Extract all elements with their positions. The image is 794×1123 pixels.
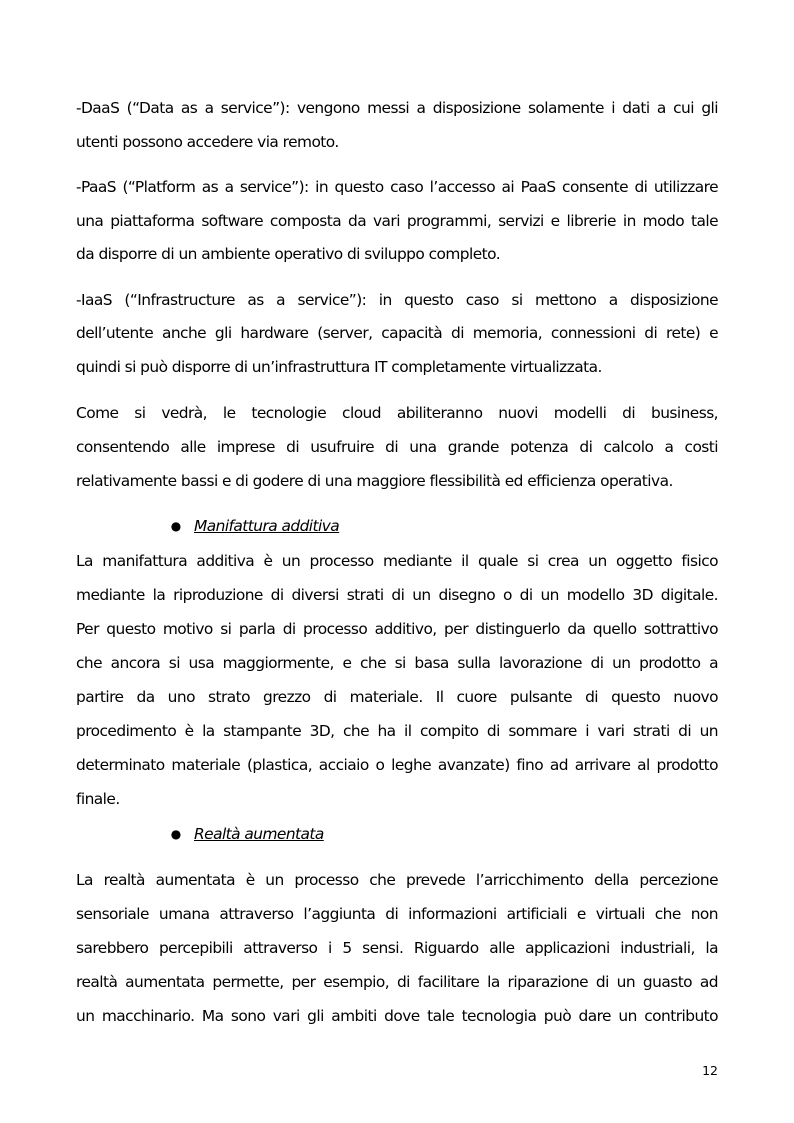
daas-line-2: utenti possono accedere via remoto. bbox=[76, 133, 339, 151]
manifattura-line-6: procedimento è la stampante 3D, che ha il compito di sommare i vari strati di un bbox=[76, 722, 718, 740]
paas-line-2: una piattaforma software composta da vari programmi, servizi e librerie in modo tale bbox=[76, 212, 718, 230]
manifattura-line-5: partire da uno strato grezzo di materiale. Il cuore pulsante di questo nuovo bbox=[76, 688, 718, 706]
realta-line-4: realtà aumentata permette, per esempio, di facilitare la riparazione di un guasto ad bbox=[76, 973, 718, 991]
realta-line-2: sensoriale umana attraverso l’aggiunta di informazioni artificiali e virtuali che non bbox=[76, 905, 718, 923]
manifattura-line-2: mediante la riproduzione di diversi strati di un disegno o di un modello 3D digitale. bbox=[76, 586, 718, 604]
daas-line-1: -DaaS (“Data as a service”): vengono messi a disposizione solamente i dati a cui gli bbox=[76, 99, 718, 117]
iaas-line-1: -IaaS (“Infrastructure as a service”): in questo caso si mettono a disposizione bbox=[76, 291, 718, 309]
iaas-line-3: quindi si può disporre di un’infrastruttura IT completamente virtualizzata. bbox=[76, 358, 602, 376]
paas-line-3: da disporre di un ambiente operativo di sviluppo completo. bbox=[76, 245, 501, 263]
manifattura-line-3: Per questo motivo si parla di processo additivo, per distinguerlo da quello sottrattivo bbox=[76, 620, 718, 638]
cloud-line-1: Come si vedrà, le tecnologie cloud abiliteranno nuovi modelli di business, bbox=[76, 404, 718, 422]
bullet-icon: ● bbox=[170, 519, 182, 533]
realta-line-1: La realtà aumentata è un processo che prevede l’arricchimento della percezione bbox=[76, 871, 718, 889]
iaas-line-2: dell’utente anche gli hardware (server, capacità di memoria, connessioni di rete) e bbox=[76, 324, 718, 342]
section-heading-manifattura: Manifattura additiva bbox=[194, 517, 340, 535]
manifattura-line-1: La manifattura additiva è un processo mediante il quale si crea un oggetto fisico bbox=[76, 552, 718, 570]
manifattura-line-7: determinato materiale (plastica, acciaio o leghe avanzate) fino ad arrivare al prodotto bbox=[76, 756, 718, 774]
realta-line-3: sarebbero percepibili attraverso i 5 sensi. Riguardo alle applicazioni industriali, la bbox=[76, 939, 718, 957]
cloud-line-2: consentendo alle imprese di usufruire di una grande potenza di calcolo a costi bbox=[76, 438, 718, 456]
manifattura-line-4: che ancora si usa maggiormente, e che si basa sulla lavorazione di un prodotto a bbox=[76, 654, 718, 672]
paas-line-1: -PaaS (“Platform as a service”): in questo caso l’accesso ai PaaS consente di utilizzare bbox=[76, 178, 718, 196]
realta-line-5: un macchinario. Ma sono vari gli ambiti dove tale tecnologia può dare un contributo bbox=[76, 1007, 718, 1025]
bullet-icon: ● bbox=[170, 827, 182, 841]
page-number: 12 bbox=[702, 1063, 718, 1078]
manifattura-line-8: finale. bbox=[76, 790, 120, 808]
cloud-line-3: relativamente bassi e di godere di una maggiore flessibilità ed efficienza operativa. bbox=[76, 472, 673, 490]
section-heading-realta: Realtà aumentata bbox=[194, 825, 324, 843]
